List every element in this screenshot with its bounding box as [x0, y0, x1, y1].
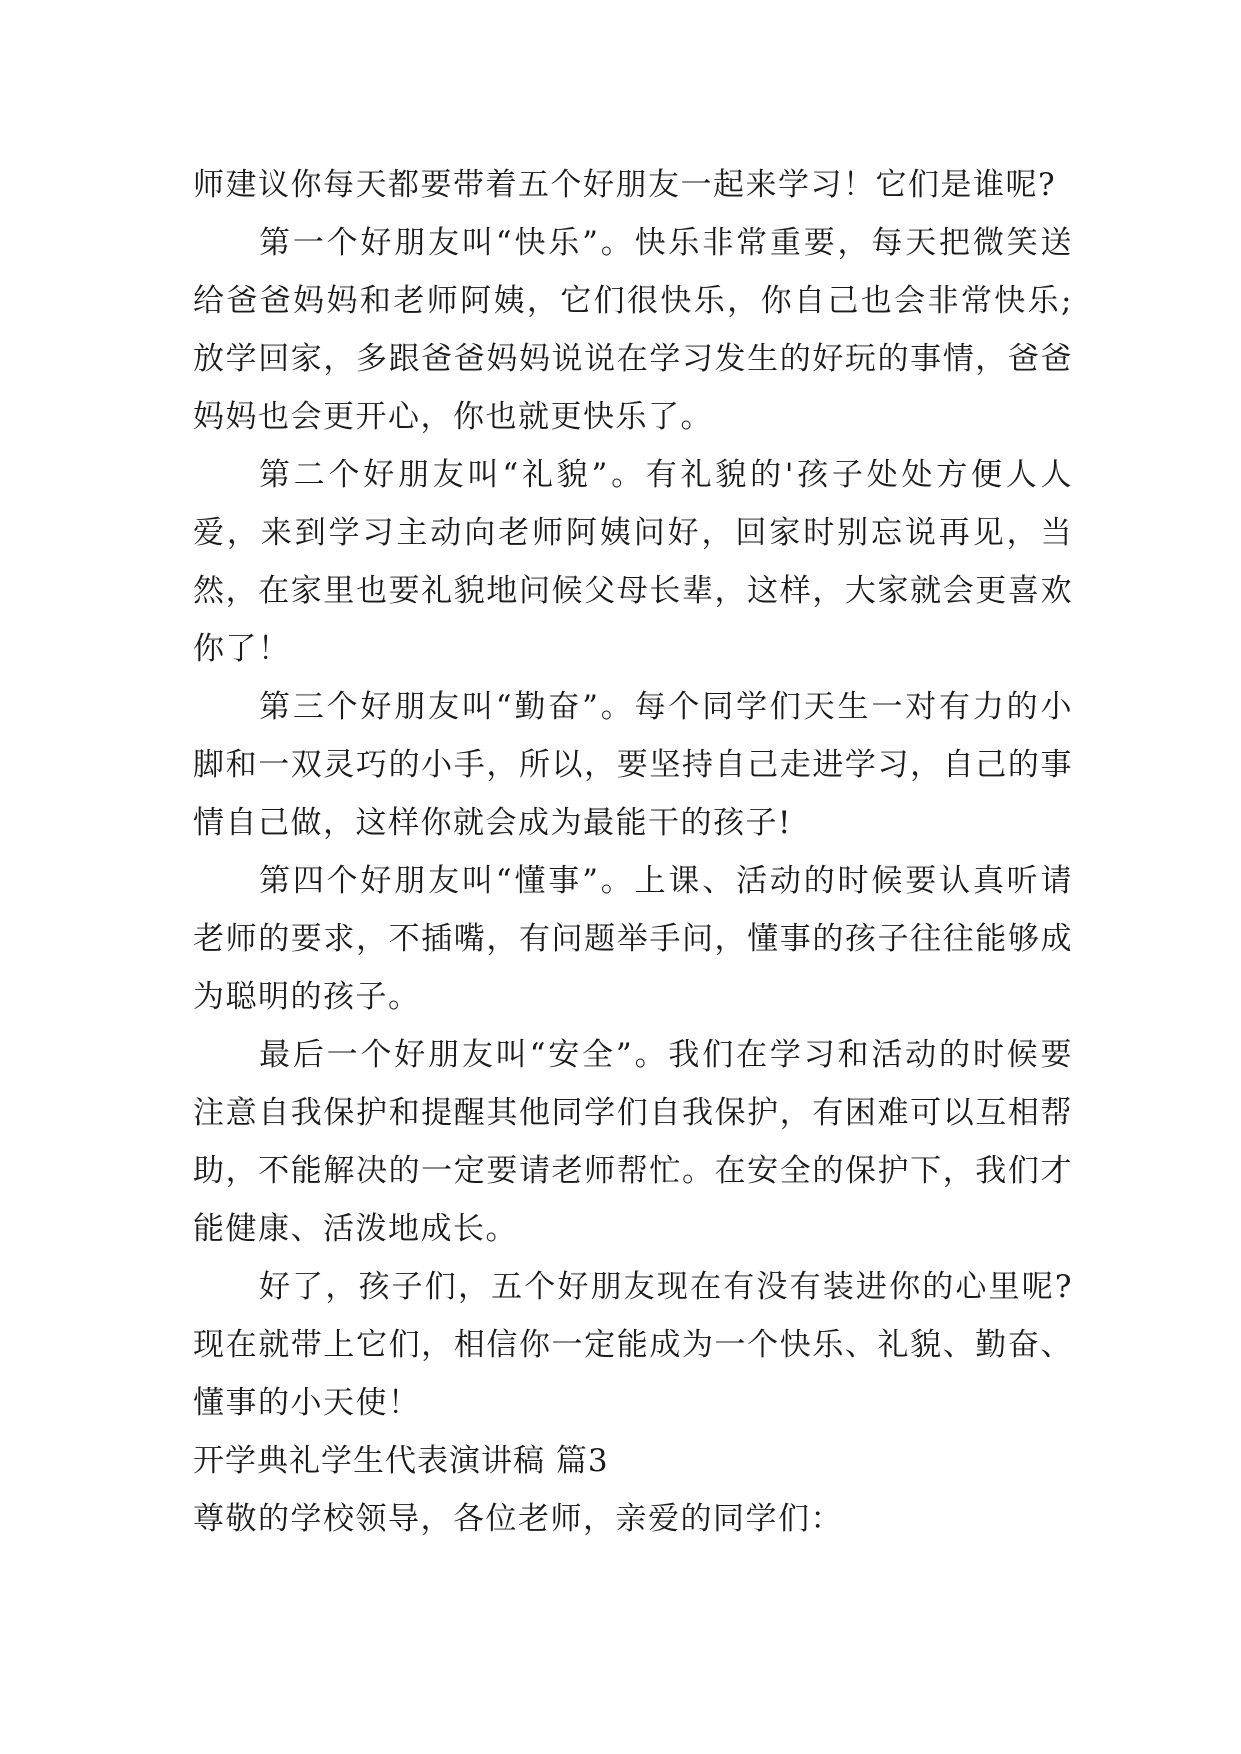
paragraph-friend-polite: 第二个好朋友叫“礼貌”。有礼貌的'孩子处处方便人人爱，来到学习主动向老师阿姨问好，回家时别忘说再见，当然，在家里也要礼貌地问候父母长辈，这样，大家就会更喜欢你了！: [193, 457, 1073, 667]
paragraph-friend-safety: 最后一个好朋友叫“安全”。我们在学习和活动的时候要注意自我保护和提醒其他同学们自我保护，有困难可以互相帮助，不能解决的一定要请老师帮忙。在安全的保护下，我们才能健康、活泼地成长。: [193, 1037, 1073, 1247]
paragraph-continuation: 师建议你每天都要带着五个好朋友一起来学习！它们是谁呢?: [193, 167, 1057, 203]
paragraph-friend-diligent: 第三个好朋友叫“勤奋”。每个同学们天生一对有力的小脚和一双灵巧的小手，所以，要坚持自己走进学习，自己的事情自己做，这样你就会成为最能干的孩子!: [193, 689, 1073, 841]
paragraph-friend-sensible: 第四个好朋友叫“懂事”。上课、活动的时候要认真听请老师的要求，不插嘴，有问题举手问，懂事的孩子往往能够成为聪明的孩子。: [193, 863, 1073, 1015]
salutation: 尊敬的学校领导，各位老师，亲爱的同学们：: [193, 1501, 843, 1537]
section-heading: 开学典礼学生代表演讲稿 篇3: [193, 1443, 609, 1479]
paragraph-conclusion: 好了，孩子们，五个好朋友现在有没有装进你的心里呢?现在就带上它们，相信你一定能成为一个快乐、礼貌、勤奋、懂事的小天使！: [193, 1269, 1073, 1421]
paragraph-friend-happy: 第一个好朋友叫“快乐”。快乐非常重要，每天把微笑送给爸爸妈妈和老师阿姨，它们很快乐，你自己也会非常快乐;放学回家，多跟爸爸妈妈说说在学习发生的好玩的事情，爸爸妈妈也会更开心，你也就更快乐了。: [193, 225, 1073, 435]
document-body: [193, 156, 1073, 1548]
